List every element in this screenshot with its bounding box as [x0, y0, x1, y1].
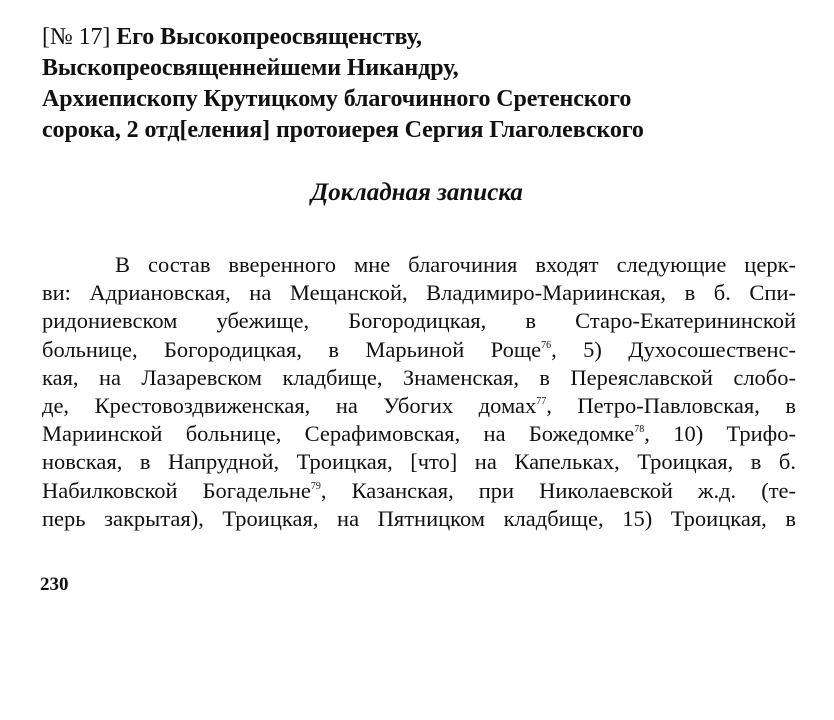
body-line: В состав вверенного мне благочиния входят следующие церк- [115, 252, 796, 277]
body-line: новская, в Напрудной, Троицкая, [что] на Капельках, Троицкая, в б. [42, 449, 796, 475]
body-line [42, 336, 796, 364]
body-line-text: , Петро-Павловская, в [546, 393, 796, 419]
heading-line-2: Выскопреосвященнейшеми Никандру, [42, 55, 459, 81]
body-paragraph [42, 251, 796, 533]
body-line-text: , Казанская, при Николаевской ж.д. (те- [320, 477, 796, 503]
body-line-text: Мариинской больнице, Серафимовская, на Божедомке [42, 421, 635, 447]
footnote-ref-76[interactable]: 76 [541, 339, 552, 351]
body-line: ридониевском убежище, Богородицкая, в Старо-Екатерининской [42, 308, 796, 334]
body-line-text: , 5) Духосошественс- [551, 336, 796, 362]
body-line [42, 392, 796, 420]
body-line: перь закрытая), Троицкая, на Пятницком кладбище, 15) Троицкая, в [42, 505, 796, 531]
document-heading [42, 22, 802, 146]
body-line-text: де, Крестовоздвиженская, на Убогих домах [42, 393, 537, 419]
heading-line-1 [42, 22, 802, 53]
heading-line-3: Архиепископу Крутицкому благочинного Сретенского [42, 86, 632, 112]
body-line: ви: Адриановская, на Мещанской, Владимиро-Мариинская, в б. Спи- [42, 280, 796, 306]
heading-line-4: сорока, 2 отд[еления] протоиерея Сергия Глаголевского [42, 117, 644, 143]
body-line-text: больнице, Богородицкая, в Марьиной Роще [42, 336, 542, 362]
footnote-ref-78[interactable]: 78 [634, 424, 645, 436]
footnote-ref-79[interactable]: 79 [310, 480, 321, 492]
document-number: [№ 17] [42, 24, 111, 50]
body-line [42, 420, 796, 448]
heading-text: Его Высокопреосвященству, [116, 24, 422, 50]
page-number: 230 [40, 574, 69, 595]
body-line: кая, на Лазаревском кладбище, Знаменская, в Переяславской слобо- [42, 364, 796, 390]
body-line-text: , 10) Трифо- [644, 421, 796, 447]
footnote-ref-77[interactable]: 77 [536, 396, 547, 408]
document-title: Докладная записка [311, 179, 523, 206]
body-line [42, 477, 796, 505]
body-line-text: Набилковской Богадельне [42, 477, 311, 503]
